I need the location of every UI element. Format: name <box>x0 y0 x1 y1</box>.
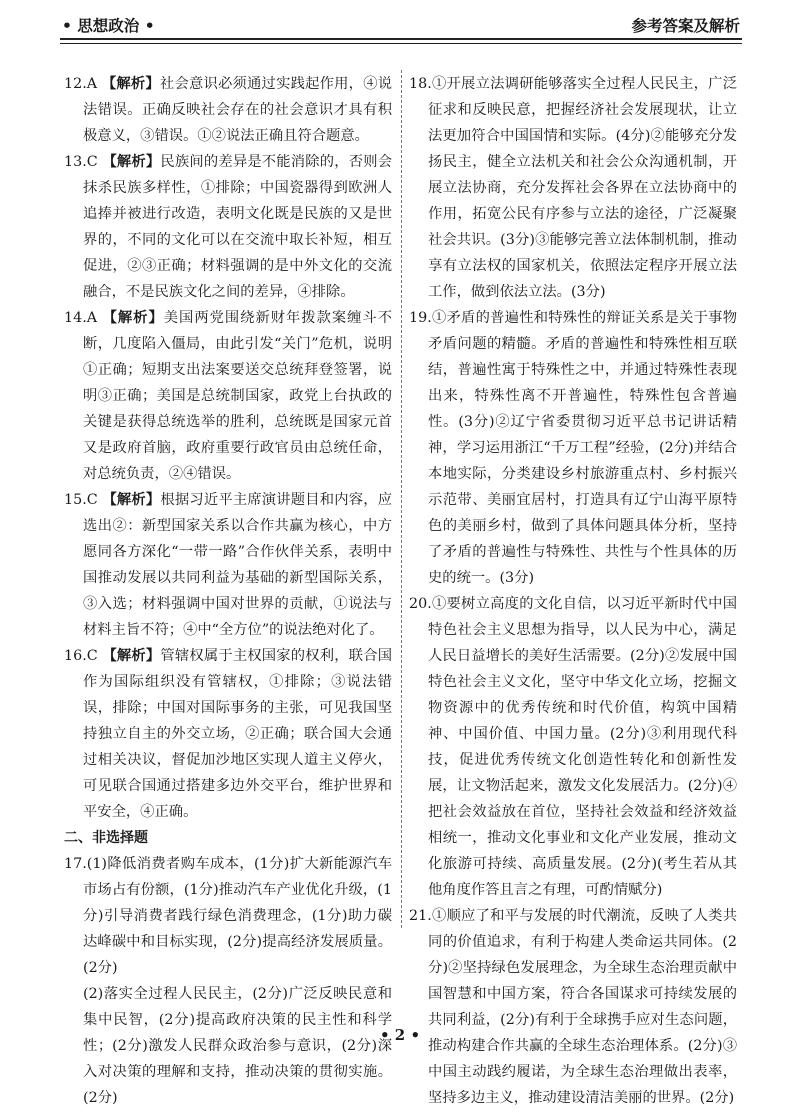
answer-number: 12.A <box>64 76 98 92</box>
answer-text-part1: (1)降低消费者购车成本，(1分)扩大新能源汽车市场占有份额，(1分)推动汽车产业优化升级，(1分)引导消费者践行绿色消费理念，(1分)助力碳达峰碳中和目标实现，(2分)提高经济发展质量。(2分) <box>83 856 392 976</box>
header-rule-thin <box>60 43 742 44</box>
answer-number: 19. <box>409 310 432 326</box>
header-subject: • 思想政治 • <box>62 17 155 35</box>
answer-q13 <box>64 149 392 305</box>
answer-q17 <box>64 851 392 1111</box>
answer-q19 <box>409 305 737 591</box>
column-divider <box>401 70 402 928</box>
answer-text: ①开展立法调研能够落实全过程人民民主，广泛征求和反映民意，把握经济社会发展现状，让立法更加符合中国国情和实际。(4分)②能够充分发扬民主，健全立法机关和社会公众沟通机制，开展立法协商，充分发挥社会各界在立法协商中的作用，拓宽公民有序参与立法的途径，广泛凝聚社会共识。(3分)③能够完善立法体制机制，推动享有立法权的国家机关，依照法定程序开展立法工作，做到依法立法。(3分) <box>428 76 737 300</box>
answer-q18 <box>409 71 737 305</box>
answer-q20 <box>409 591 737 903</box>
answer-q21 <box>409 903 737 1111</box>
answer-text: 根据习近平主席演讲题目和内容，应选出②：新型国家关系以合作共赢为核心，中方愿同各方深化“一带一路”合作伙伴关系，表明中国推动发展以共同利益为基础的新型国际关系，③入选；材料强调中国对世界的贡献，①说法与材料主旨不符；④中“全方位”的说法绝对化了。 <box>83 492 393 638</box>
section-title: 二、非选择题 <box>64 830 148 846</box>
answer-text: 管辖权属于主权国家的权利，联合国作为国际组织没有管辖权，①排除；③说法错误，排除；中国对国际事务的主张，可见我国坚持独立自主的外交立场，②正确；联合国大会通过相关决议，督促加沙地区实现人道主义停火，可见联合国通过搭建多边外交平台，维护世界和平安全，④正确。 <box>83 648 393 820</box>
answer-text-part2: (2)落实全过程人民民主，(2分)广泛反映民意和集中民智，(2分)提高政府决策的民主性和科学性；(2分)激发人民群众政治参与意识，(2分)深入对决策的理解和支持，推动决策的贯彻实施。(2分) <box>83 986 392 1106</box>
analysis-tag: 【解析】 <box>102 154 161 170</box>
page-number: • 2 • <box>379 1026 421 1044</box>
answer-text: 民族间的差异是不能消除的，否则会抹杀民族多样性，①排除；中国瓷器得到欧洲人追捧并被进行改造，表明文化既是民族的又是世界的，不同的文化可以在交流中取长补短，相互促进，②③正确；材料强调的是中外文化的交流融合，不是民族文化之间的差异，④排除。 <box>83 154 393 300</box>
answer-text: ①要树立高度的文化自信，以习近平新时代中国特色社会主义思想为指导，以人民为中心，满足人民日益增长的美好生活需要。(2分)②发展中国特色社会主义文化，坚守中华文化立场，挖掘文物资源中的优秀传统和时代价值，构筑中国精神、中国价值、中国力量。(2分)③利用现代科技，促进优秀传统文化创造性转化和创新性发展，让文物活起来，激发文化发展活力。(2分)④把社会效益放在首位，坚持社会效益和经济效益相统一，推动文化事业和文化产业发展，推动文化旅游可持续、高质量发展。(2分)(考生若从其他角度作答且言之有理，可酌情赋分) <box>428 596 737 898</box>
answer-number: 18. <box>409 76 432 92</box>
left-column <box>64 71 392 1111</box>
answer-number: 21. <box>409 908 432 924</box>
answer-text: 美国两党围绕新财年拨款案缠斗不断，几度陷入僵局，由此引发“关门”危机，说明①正确；短期支出法案要送交总统拜登签署，说明③正确；美国是总统制国家，政党上台执政的关键是获得总统选举的胜利，总统既是国家元首又是政府首脑，政府重要行政官员由总统任命，对总统负责，②④错误。 <box>83 310 393 482</box>
answer-number: 15.C <box>64 492 98 508</box>
header-title: 参考答案及解析 <box>631 17 740 35</box>
analysis-tag: 【解析】 <box>102 310 164 326</box>
answer-number: 20. <box>409 596 432 612</box>
answer-text: 社会意识必须通过实践起作用，④说法错误。正确反映社会存在的社会意识才具有积极意义，③错误。①②说法正确且符合题意。 <box>83 76 393 144</box>
answer-number: 14.A <box>64 310 98 326</box>
analysis-tag: 【解析】 <box>102 648 161 664</box>
analysis-tag: 【解析】 <box>102 492 161 508</box>
analysis-tag: 【解析】 <box>101 76 160 92</box>
answer-number: 13.C <box>64 154 98 170</box>
answer-q12 <box>64 71 392 149</box>
answer-text: ①顺应了和平与发展的时代潮流，反映了人类共同的价值追求，有利于构建人类命运共同体。(2分)②坚持绿色发展理念，为全球生态治理贡献中国智慧和中国方案，符合各国谋求可持续发展的共同利益，(2分)有利于全球携手应对生态问题，推动构建合作共赢的全球生态治理体系。(2分)③中国主动践约履诺，为全球生态治理做出表率，坚持多边主义，推动建设清洁美丽的世界。(2分) <box>428 908 737 1106</box>
answer-number: 16.C <box>64 648 98 664</box>
page-header <box>60 14 742 36</box>
answer-number: 17. <box>64 856 87 872</box>
answer-q15 <box>64 487 392 643</box>
answer-q16 <box>64 643 392 825</box>
header-rule-thick <box>60 38 742 40</box>
answer-q14 <box>64 305 392 487</box>
right-column <box>409 71 737 1111</box>
answer-text: ①矛盾的普遍性和特殊性的辩证关系是关于事物矛盾问题的精髓。矛盾的普遍性和特殊性相互联结，普遍性寓于特殊性之中，并通过特殊性表现出来，特殊性离不开普遍性，特殊性包含普遍性。(3分)②辽宁省委贯彻习近平总书记讲话精神，学习运用浙江“千万工程”经验，(2分)并结合本地实际，分类建设乡村旅游重点村、乡村振兴示范带、美丽宜居村，打造具有辽宁山海平原特色的美丽乡村，做到了具体问题具体分析，坚持了矛盾的普遍性与特殊性、共性与个性具体的历史的统一。(3分) <box>428 310 737 586</box>
